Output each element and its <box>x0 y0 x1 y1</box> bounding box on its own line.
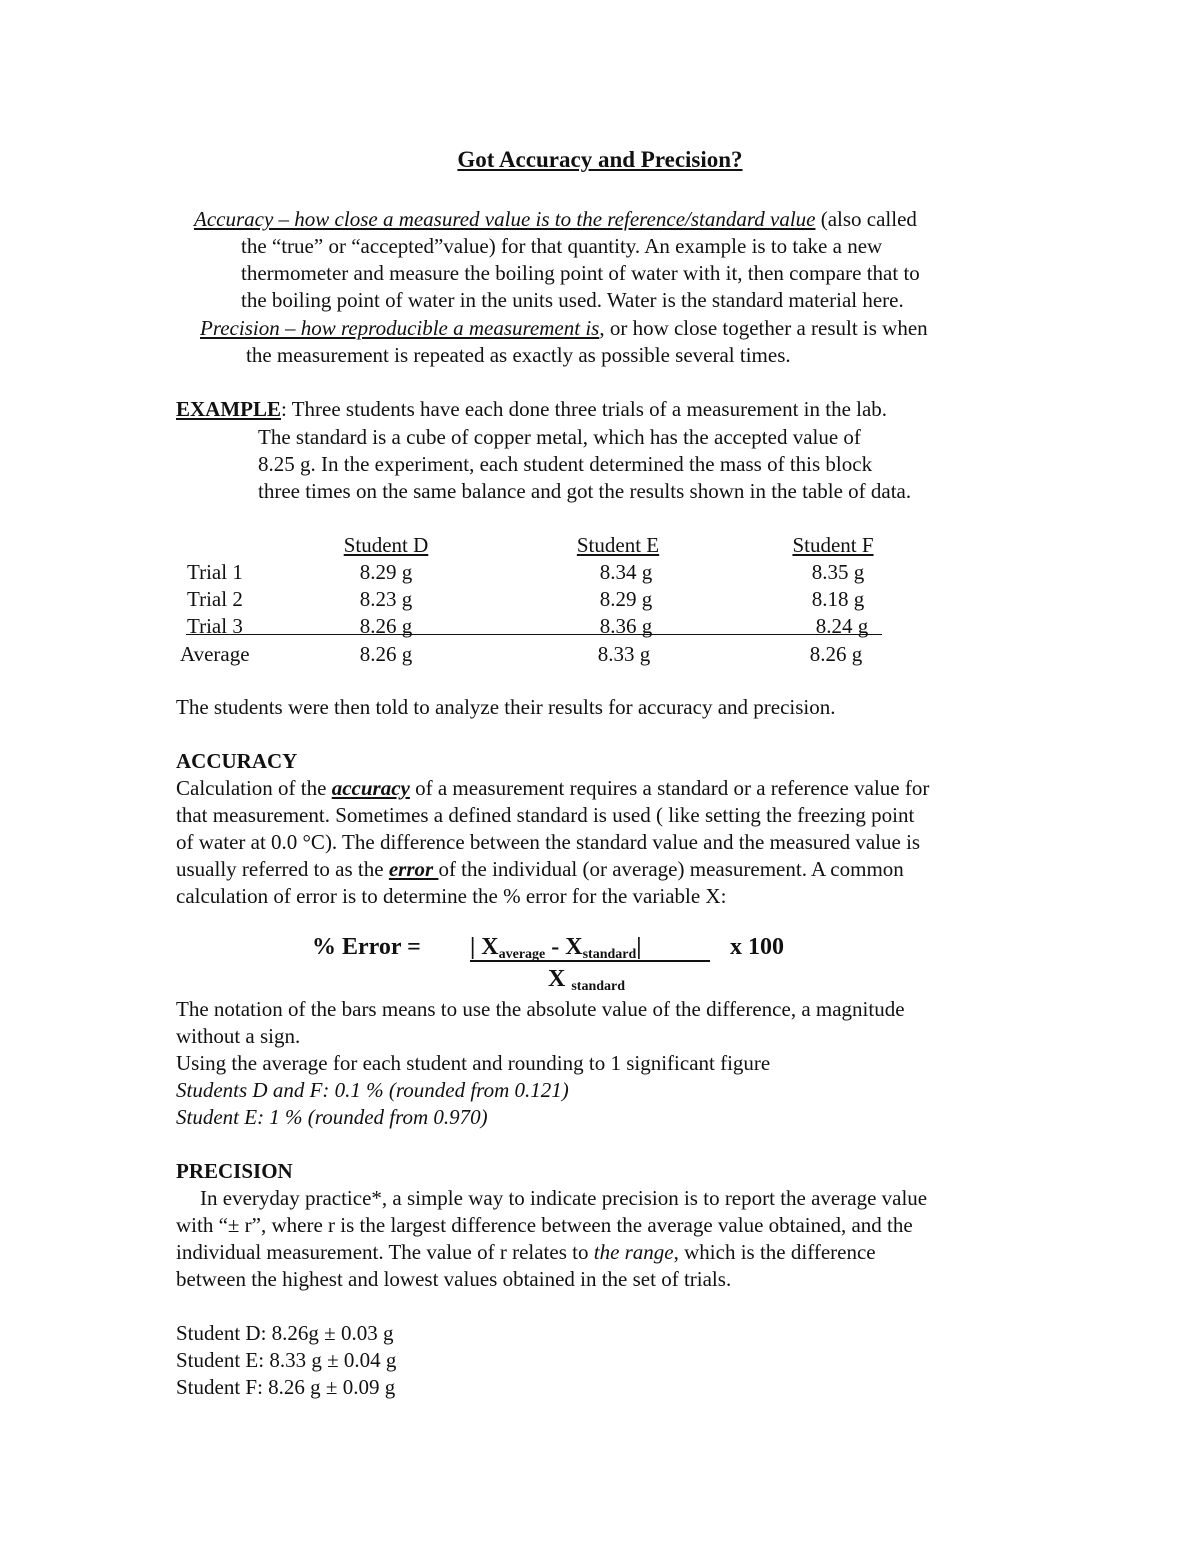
notation-line: without a sign. <box>176 1024 301 1048</box>
accuracy-term: Accuracy – how close a measured value is to the reference/standard value <box>194 207 816 231</box>
table-cell: 8.26 g <box>359 642 413 666</box>
table-row-label: Average <box>180 642 250 666</box>
text-span: of a measurement requires a standard or a reference value for <box>409 776 930 800</box>
accuracy-emphasis: accuracy <box>331 776 410 800</box>
fraction-bar <box>470 960 710 962</box>
example-label: EXAMPLE <box>176 397 281 421</box>
text-span: - X <box>545 934 583 960</box>
notation-line: The notation of the bars means to use the absolute value of the difference, a magnitude <box>176 997 905 1021</box>
table-row-label: Trial 3 <box>187 614 243 638</box>
notation-line: Using the average for each student and rounding to 1 significant figure <box>176 1051 771 1075</box>
table-row-label: Trial 2 <box>187 587 243 611</box>
accuracy-definition-line: the boiling point of water in the units used. Water is the standard material here. <box>241 288 904 312</box>
table-cell: 8.33 g <box>597 642 651 666</box>
range-emphasis: the range <box>593 1240 674 1264</box>
table-cell: 8.24 g <box>815 614 869 638</box>
table-cell: 8.18 g <box>811 587 865 611</box>
table-cell: 8.34 g <box>599 560 653 584</box>
precision-term: Precision – how reproducible a measurement is <box>200 316 600 340</box>
formula-denominator <box>548 966 625 996</box>
precision-paragraph-line: with “± r”, where r is the largest difference between the average value obtained, and the <box>176 1213 913 1237</box>
accuracy-heading: ACCURACY <box>176 749 298 773</box>
precision-paragraph-line <box>176 1239 876 1266</box>
accuracy-definition-line: the “true” or “accepted”value) for that quantity. An example is to take a new <box>241 234 883 258</box>
table-cell: 8.36 g <box>599 614 653 638</box>
table-header: Student E <box>576 533 660 557</box>
accuracy-definition-rest: (also called <box>815 207 917 231</box>
result-students-d-f: Students D and F: 0.1 % (rounded from 0.121) <box>176 1078 569 1102</box>
table-cell: 8.26 g <box>359 614 413 638</box>
precision-definition-line: the measurement is repeated as exactly as possible several times. <box>246 343 791 367</box>
accuracy-definition-line: thermometer and measure the boiling point of water with it, then compare that to <box>241 261 920 285</box>
precision-result-d: Student D: 8.26g ± 0.03 g <box>176 1321 394 1345</box>
table-cell: 8.29 g <box>359 560 413 584</box>
text-span: of the individual (or average) measurement. A common <box>438 857 904 881</box>
accuracy-paragraph-line: that measurement. Sometimes a defined standard is used ( like setting the freezing point <box>176 803 915 827</box>
subscript-average: average <box>498 947 546 962</box>
accuracy-paragraph-line: calculation of error is to determine the % error for the variable X: <box>176 884 727 908</box>
result-student-e: Student E: 1 % (rounded from 0.970) <box>176 1105 488 1129</box>
precision-heading: PRECISION <box>176 1159 293 1183</box>
text-span: usually referred to as the <box>176 857 389 881</box>
example-line: The standard is a cube of copper metal, which has the accepted value of <box>258 425 861 449</box>
accuracy-paragraph-line: of water at 0.0 °C). The difference between the standard value and the measured value is <box>176 830 921 854</box>
subscript-standard: standard <box>582 947 637 962</box>
example-line: 8.25 g. In the experiment, each student determined the mass of this block <box>258 452 873 476</box>
page-title: Got Accuracy and Precision? <box>457 147 743 172</box>
precision-result-f: Student F: 8.26 g ± 0.09 g <box>176 1375 396 1399</box>
table-divider <box>186 634 882 635</box>
precision-definition-line <box>200 315 928 342</box>
precision-definition-rest: , or how close together a result is when <box>599 316 928 340</box>
error-emphasis: error <box>388 857 439 881</box>
table-header: Student D <box>343 533 429 557</box>
table-header: Student F <box>792 533 874 557</box>
accuracy-paragraph-line <box>176 856 904 883</box>
example-line <box>176 396 887 423</box>
table-cell: 8.29 g <box>599 587 653 611</box>
formula-multiplier: x 100 <box>730 934 784 960</box>
example-intro: : Three students have each done three trials of a measurement in the lab. <box>281 397 888 421</box>
example-line: three times on the same balance and got the results shown in the table of data. <box>258 479 912 503</box>
formula-lhs: % Error = <box>312 934 421 960</box>
table-cell: 8.26 g <box>809 642 863 666</box>
precision-result-e: Student E: 8.33 g ± 0.04 g <box>176 1348 397 1372</box>
precision-paragraph-line: In everyday practice*, a simple way to indicate precision is to report the average value <box>200 1186 928 1210</box>
text-span: Calculation of the <box>176 776 332 800</box>
text-span: individual measurement. The value of r relates to <box>176 1240 594 1264</box>
table-cell: 8.23 g <box>359 587 413 611</box>
table-cell: 8.35 g <box>811 560 865 584</box>
text-span: | X <box>470 934 499 960</box>
accuracy-paragraph-line <box>176 775 929 802</box>
text-span: X <box>548 966 566 992</box>
table-row-label: Trial 1 <box>187 560 243 584</box>
analyze-line: The students were then told to analyze their results for accuracy and precision. <box>176 695 836 719</box>
precision-paragraph-line: between the highest and lowest values obtained in the set of trials. <box>176 1267 732 1291</box>
text-span: , which is the difference <box>673 1240 876 1264</box>
accuracy-definition-line <box>194 206 917 233</box>
text-span: | <box>636 934 642 960</box>
subscript-standard: standard <box>571 979 626 994</box>
